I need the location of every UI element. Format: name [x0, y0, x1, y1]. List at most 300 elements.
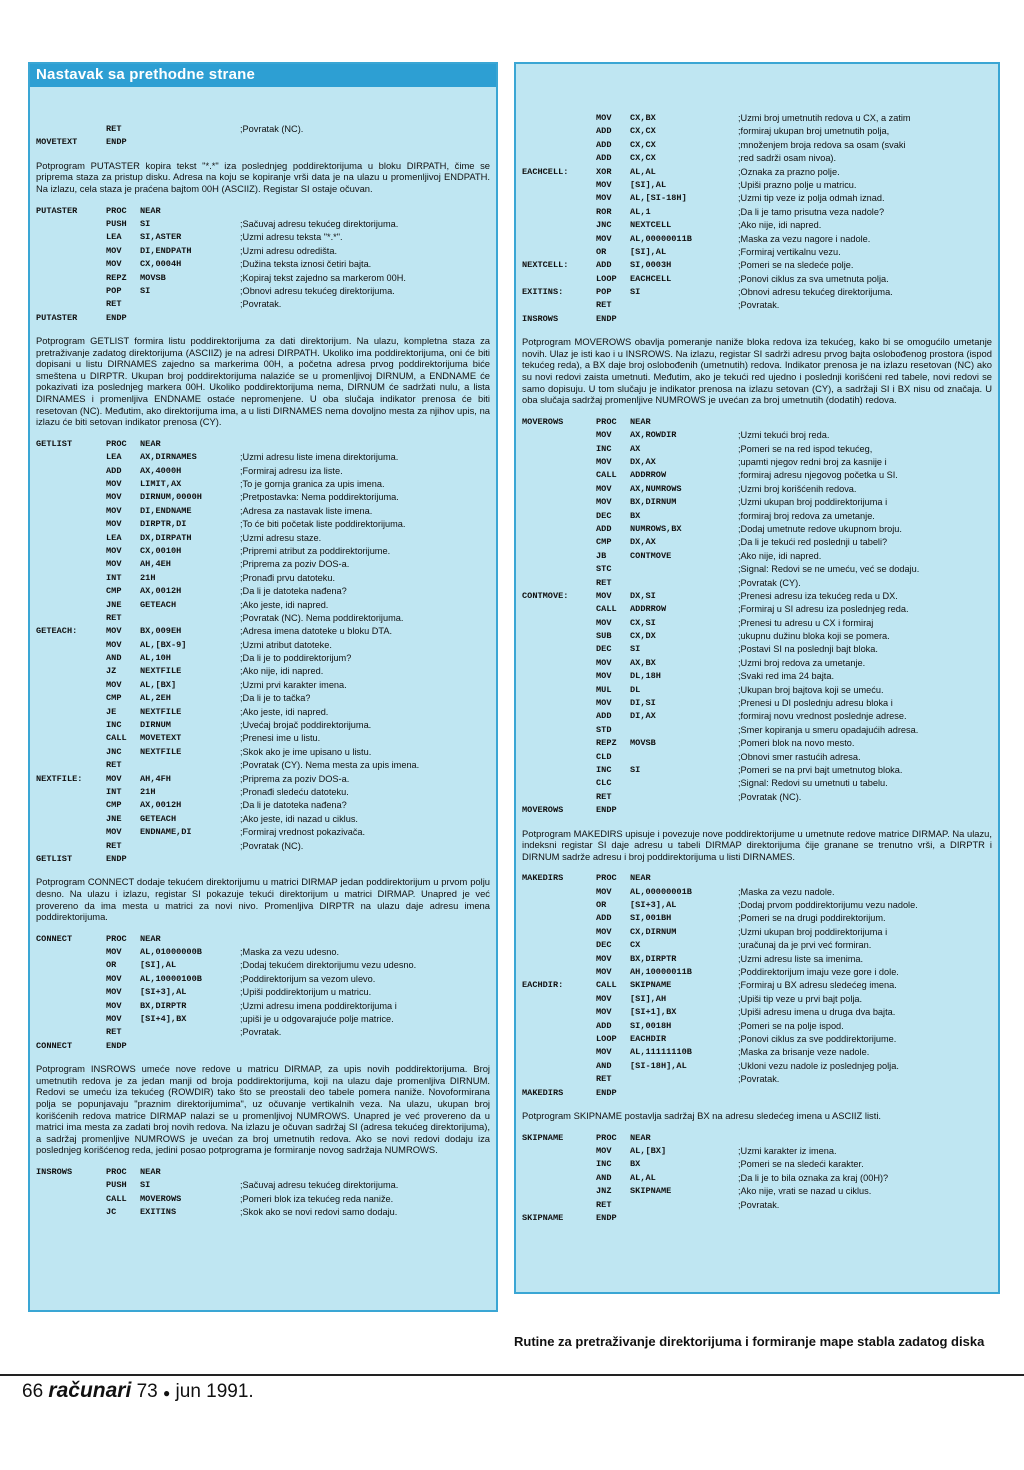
- code-label: EXITINS:: [522, 287, 564, 298]
- code-label: [522, 751, 596, 764]
- code-line: [522, 1087, 992, 1100]
- code-mnemonic: RET: [106, 760, 122, 771]
- code-operands: AL,[BX-9]: [140, 639, 187, 650]
- code-line: [36, 1013, 490, 1026]
- code-comment: ;Pretpostavka: Nema poddirektorijuma.: [240, 492, 399, 503]
- code-mnemonic: ADD: [596, 139, 612, 150]
- code-mnemonic: ADD: [596, 1020, 612, 1031]
- code-line: [522, 764, 992, 777]
- code-mnemonic: STC: [596, 564, 612, 575]
- code-mnemonic: CALL: [596, 470, 617, 481]
- code-comment: ;Pomeri se na drugi poddirektorijum.: [738, 913, 886, 924]
- code-mnemonic: OR: [106, 960, 117, 971]
- code-label: EACHDIR:: [522, 980, 564, 991]
- code-label: [36, 545, 106, 558]
- code-comment: ;Povratak.: [738, 1074, 780, 1085]
- code-label: GETLIST: [36, 438, 73, 449]
- code-line: [522, 139, 992, 152]
- code-comment: ;Poddirektorijum sa vezom ulevo.: [240, 973, 376, 984]
- code-comment: ;Oznaka za prazno polje.: [738, 166, 840, 177]
- code-mnemonic: MOV: [596, 430, 612, 441]
- code-label: [522, 1046, 596, 1059]
- code-label: [36, 946, 106, 959]
- code-label: [522, 603, 596, 616]
- code-mnemonic: SUB: [596, 631, 612, 642]
- code-comment: ;Uzmi ukupan broj poddirektorijuma i: [738, 926, 888, 937]
- code-operands: [630, 791, 738, 804]
- code-line: [522, 643, 992, 656]
- code-operands: AL,01000000B: [140, 947, 202, 958]
- code-operands: [140, 298, 240, 311]
- code-label: [522, 912, 596, 925]
- code-mnemonic: CALL: [106, 733, 127, 744]
- code-operands: [630, 724, 738, 737]
- code-line: [36, 773, 490, 786]
- code-operands: AX,0012H: [140, 800, 182, 811]
- code-comment: ;formiraj novu vrednost poslednje adrese.: [738, 711, 907, 722]
- code-mnemonic: ENDP: [596, 313, 617, 324]
- code-mnemonic: JNC: [596, 220, 612, 231]
- left-column-content: [30, 123, 496, 1220]
- code-comment: ;Pomeri se na sledeće polje.: [738, 260, 854, 271]
- code-operands: NEAR: [140, 1166, 161, 1177]
- code-line: [36, 478, 490, 491]
- code-mnemonic: ADD: [596, 260, 612, 271]
- code-line: [522, 1073, 992, 1086]
- code-comment: ;Ako jeste, idi napred.: [240, 599, 329, 610]
- code-operands: ADDRROW: [630, 470, 667, 481]
- page-number: 66: [22, 1381, 44, 1402]
- code-label: [522, 764, 596, 777]
- code-operands: AL,00000001B: [630, 886, 692, 897]
- code-mnemonic: RET: [106, 124, 122, 134]
- code-comment: ;Povratak (NC). Nema poddirektorijuma.: [240, 612, 404, 623]
- code-mnemonic: AND: [596, 1172, 612, 1183]
- code-mnemonic: MOV: [106, 679, 122, 690]
- code-label: [522, 112, 596, 125]
- code-line: [36, 746, 490, 759]
- code-operands: AL,[BX]: [630, 1145, 667, 1156]
- code-operands: NEAR: [140, 933, 161, 944]
- code-label: [36, 813, 106, 826]
- code-label: [36, 973, 106, 986]
- code-operands: [630, 1212, 738, 1225]
- code-label: [36, 518, 106, 531]
- code-mnemonic: MOV: [106, 987, 122, 998]
- code-comment: ;Dodaj prvom poddirektorijumu vezu nadole.: [738, 900, 918, 911]
- right-listing-panel: [514, 62, 1000, 1294]
- code-comment: ;Ponovi ciklus za sve poddirektorijume.: [738, 1034, 897, 1044]
- code-mnemonic: INC: [596, 764, 612, 775]
- code-label: [522, 536, 596, 549]
- code-line: [36, 599, 490, 612]
- code-comment: ;Ako nije, idi napred.: [738, 220, 822, 231]
- code-operands: [140, 853, 240, 866]
- code-comment: ;Pomeri se na polje ispod.: [738, 1020, 844, 1031]
- code-label: [36, 478, 106, 491]
- code-label: [522, 1145, 596, 1158]
- code-mnemonic: MOV: [106, 479, 122, 489]
- code-mnemonic: PUSH: [106, 1180, 127, 1191]
- code-mnemonic: CALL: [106, 1193, 127, 1204]
- code-mnemonic: JZ: [106, 666, 117, 677]
- code-comment: ;Uzmi adresu liste imena direktorijuma.: [240, 452, 399, 463]
- code-operands: NEAR: [630, 873, 651, 884]
- code-operands: NEXTFILE: [140, 666, 182, 677]
- description-paragraph: Potprogram GETLIST formira listu poddirektorijuma za dati direktorijum. Na ulazu, kompletna staza za pretraživanje zadatog direktorijuma (ASCIIZ) je na adresi DIRPATH. Ukoliko ima poddirektorijuma, oni će biti dopisani u listu DIRNAMES zajedno sa markerima 00H, a početna adresa prvog poddirektorijuma biće smeštena u DIRPTR. Ukupan broj poddirektorijuma nalaziće se u promenljivoj DIRNUM, a ENDNAME će pokazivati iza poslednjeg markera 00H. Ukoliko poddirektorijuma nema, DIRNUM će sadržati nulu, a lista DIRNAMES i promenljiva ENDNAME ostaće nepromenjene. U oba slučaja indikator prenosa će biti resetovan (NC). Međutim, ako direktorijuma ima, a u listi DIRNAMES nema dovoljno mesta za njihov upis, na izlazu će biti setovan indikator prenosa (CY).: [36, 335, 490, 428]
- code-operands: DI,AX: [630, 711, 656, 722]
- code-mnemonic: RET: [106, 612, 122, 623]
- code-operands: AH,4EH: [140, 559, 171, 570]
- code-operands: CX,SI: [630, 617, 656, 628]
- code-mnemonic: ADD: [106, 465, 122, 476]
- code-operands: AX,DIRNAMES: [140, 452, 197, 463]
- page-footer: [22, 1379, 254, 1403]
- code-comment: ;uračunaj da je prvi već formiran.: [738, 940, 872, 951]
- code-operands: AL,10000100B: [140, 973, 202, 984]
- code-line: [522, 206, 992, 219]
- code-label: [36, 572, 106, 585]
- code-comment: ;Dodaj tekućem direktorijumu vezu udesno.: [240, 960, 417, 971]
- code-line: [522, 550, 992, 563]
- code-label: [522, 139, 596, 152]
- code-label: [36, 272, 106, 285]
- code-comment: ;Dužina teksta iznosi četiri bajta.: [240, 259, 372, 270]
- code-operands: [630, 299, 738, 312]
- code-comment: ;Upiši prazno polje u matricu.: [738, 179, 857, 190]
- code-label: [522, 643, 596, 656]
- code-mnemonic: MOV: [596, 233, 612, 244]
- code-line: [36, 505, 490, 518]
- code-line: [522, 697, 992, 710]
- code-line: [36, 231, 490, 244]
- code-mnemonic: MOV: [596, 590, 612, 601]
- code-comment: ;množenjem broja redova sa osam (svaki: [738, 139, 906, 150]
- code-line: [522, 872, 992, 885]
- code-label: [522, 993, 596, 1006]
- code-line: [36, 1026, 490, 1039]
- code-label: [36, 491, 106, 504]
- code-operands: [630, 1087, 738, 1100]
- code-line: [522, 510, 992, 523]
- code-line: [522, 456, 992, 469]
- code-mnemonic: MOV: [596, 993, 612, 1004]
- description-paragraph: Potprogram MAKEDIRS upisuje i povezuje nove poddirektorijume u umetnute redove matrice DIRMAP. Na ulazu, indeksni registar SI daje adresu u tabeli DIRMAP direktorijuma čije granane se trenutno vrši, a DIRPTR i DIRNUM sadrže adresu i broj poddirektorijuma u listi DIRNAMES.: [522, 827, 992, 862]
- code-label: EACHCELL:: [522, 166, 569, 177]
- code-label: [522, 684, 596, 697]
- code-line: [36, 285, 490, 298]
- code-comment: ;Postavi SI na poslednji bajt bloka.: [738, 644, 878, 655]
- code-mnemonic: JNE: [106, 813, 122, 824]
- code-line: [36, 245, 490, 258]
- code-line: [522, 953, 992, 966]
- code-label: [522, 577, 596, 590]
- description-paragraph: Potprogram INSROWS umeće nove redove u matricu DIRMAP, za upis novih poddirektorijuma. Broj umetnutih redova je za jedan manji od broja poddirektorijuma, koji na ulazu daje promenljiva DIRNUM. Redovi se umeću iza tekućeg (ROWDIR) tako što se preostali deo tabele pomera naniže. Novoformirana polja se popunjavaju "praznim direktorijumima", uz očuvanje vertikalnih veza. Na ulazu, ukupan broj korišćenih redova matrice DIRMAP nalazi se u promenljivoj NUMROWS. Unapred je već provereno da u matrici ima mesta za zadati broj novih redova. Na izlazu je očuvan sadržaj SI (adresa tekućeg direktorijuma), a sadržaj promenljive NUMROWS je uvećan za broj umetnutih redova. Ako se novi redovi dodaju iza poslednjeg korišćenog reda, jedini posao potprograma je formiranje novog sadržaja NUMROWS.: [36, 1063, 490, 1156]
- code-operands: [140, 136, 240, 149]
- code-operands: SI,ASTER: [140, 232, 182, 243]
- code-line: [36, 625, 490, 638]
- code-comment: ;Da li je to tačka?: [240, 693, 311, 704]
- issue-date: jun 1991.: [175, 1381, 254, 1402]
- code-mnemonic: LEA: [106, 232, 122, 243]
- code-mnemonic: CMP: [106, 693, 122, 704]
- code-line: [522, 899, 992, 912]
- code-line: [522, 710, 992, 723]
- code-operands: [140, 1026, 240, 1039]
- code-mnemonic: MOV: [596, 657, 612, 668]
- code-label: [36, 652, 106, 665]
- code-line: [522, 804, 992, 817]
- code-comment: ;To je gornja granica za upis imena.: [240, 479, 385, 489]
- code-operands: SI: [630, 644, 641, 655]
- code-line: [36, 853, 490, 866]
- code-comment: ;Uzmi karakter iz imena.: [738, 1145, 837, 1156]
- code-comment: ;Povratak.: [738, 300, 780, 311]
- code-line: [522, 523, 992, 536]
- code-label: [36, 285, 106, 298]
- code-label: [522, 125, 596, 138]
- code-line: [36, 258, 490, 271]
- code-operands: [SI+3],AL: [140, 987, 187, 998]
- code-comment: ;Prenesi tu adresu u CX i formiraj: [738, 617, 874, 628]
- code-line: [36, 959, 490, 972]
- code-label: [522, 926, 596, 939]
- code-label: [36, 465, 106, 478]
- code-operands: AL,10H: [140, 653, 171, 664]
- code-label: [522, 496, 596, 509]
- code-operands: BX,DIRPTR: [140, 1000, 187, 1011]
- code-line: [522, 429, 992, 442]
- right-column-content: [516, 64, 998, 1225]
- code-line: [522, 286, 992, 299]
- left-listing-panel: [28, 62, 498, 1312]
- code-label: [36, 1013, 106, 1026]
- code-mnemonic: OR: [596, 246, 607, 257]
- code-label: [522, 966, 596, 979]
- code-comment: ;Ako nije, vrati se nazad u ciklus.: [738, 1186, 872, 1197]
- code-comment: ;Skok ako se novi redovi samo dodaju.: [240, 1207, 398, 1218]
- code-comment: ;Maska za vezu udesno.: [240, 947, 340, 958]
- code-label: [522, 1158, 596, 1171]
- code-operands: CX: [630, 940, 641, 951]
- code-mnemonic: MOV: [106, 505, 122, 516]
- code-operands: AL,11111110B: [630, 1047, 692, 1058]
- code-mnemonic: INC: [596, 1159, 612, 1170]
- code-line: [522, 630, 992, 643]
- code-mnemonic: MOV: [106, 947, 122, 958]
- code-mnemonic: CMP: [596, 537, 612, 548]
- code-label: [522, 233, 596, 246]
- code-mnemonic: CMP: [106, 800, 122, 811]
- code-line: [522, 737, 992, 750]
- continuation-banner: Nastavak sa prethodne strane: [28, 62, 498, 87]
- code-label: [36, 245, 106, 258]
- code-mnemonic: DEC: [596, 510, 612, 521]
- code-label: [36, 1206, 106, 1219]
- code-operands: SI: [140, 218, 151, 229]
- code-comment: ;Sačuvaj adresu tekućeg direktorijuma.: [240, 218, 399, 229]
- code-label: [522, 1060, 596, 1073]
- code-comment: ;Ako nije, idi napred.: [738, 550, 822, 561]
- code-comment: ;Formiraj vrednost pokazivača.: [240, 827, 366, 838]
- code-mnemonic: ADD: [596, 523, 612, 534]
- code-label: [522, 630, 596, 643]
- code-operands: BX: [630, 510, 641, 521]
- code-label: [522, 273, 596, 286]
- code-label: [522, 657, 596, 670]
- code-label: [36, 732, 106, 745]
- code-mnemonic: ENDP: [106, 853, 127, 864]
- code-label: [36, 532, 106, 545]
- code-operands: [SI-18H],AL: [630, 1060, 687, 1071]
- code-operands: ENDNAME,DI: [140, 827, 192, 838]
- code-label: [522, 724, 596, 737]
- code-comment: ;Pomeri blok iza tekućeg reda naniže.: [240, 1193, 394, 1204]
- code-line: [522, 299, 992, 312]
- code-operands: SI: [140, 285, 151, 296]
- code-label: [36, 585, 106, 598]
- code-mnemonic: MOV: [106, 559, 122, 570]
- code-line: [522, 791, 992, 804]
- code-operands: MOVSB: [140, 272, 166, 283]
- code-mnemonic: MOV: [596, 886, 612, 897]
- code-comment: ;Da li je tekući red poslednji u tabeli?: [738, 537, 888, 548]
- code-operands: EACHDIR: [630, 1034, 667, 1044]
- code-line: [36, 558, 490, 571]
- code-comment: ;To će biti početak liste poddirektorijuma.: [240, 519, 406, 530]
- code-comment: ;formiraj adresu njegovog početka u SI.: [738, 470, 898, 481]
- code-mnemonic: ENDP: [106, 137, 127, 148]
- code-line: [522, 246, 992, 259]
- code-comment: ;Ukloni vezu nadole iz poslednjeg polja.: [738, 1060, 899, 1071]
- code-comment: ;Uzmi adresu liste sa imenima.: [738, 953, 864, 964]
- code-mnemonic: LEA: [106, 452, 122, 463]
- code-line: [36, 312, 490, 325]
- code-line: [522, 416, 992, 429]
- code-label: [522, 670, 596, 683]
- code-mnemonic: RET: [596, 1074, 612, 1085]
- code-label: [522, 737, 596, 750]
- code-mnemonic: MOV: [596, 456, 612, 467]
- code-operands: SI: [630, 764, 641, 775]
- code-mnemonic: ENDP: [106, 312, 127, 323]
- code-mnemonic: LOOP: [596, 1034, 617, 1044]
- code-label: [522, 510, 596, 523]
- code-label: [522, 777, 596, 790]
- code-listing: [522, 416, 992, 818]
- code-comment: ;Prenesi u DI poslednju adresu bloka i: [738, 698, 893, 709]
- code-comment: ;Formiraj vertikalnu vezu.: [738, 246, 841, 257]
- code-label: [522, 1199, 596, 1212]
- code-line: [522, 777, 992, 790]
- code-comment: ;Formiraj adresu iza liste.: [240, 465, 343, 476]
- code-operands: DIRNUM: [140, 720, 171, 731]
- code-operands: CX,CX: [630, 139, 656, 150]
- code-operands: SKIPNAME: [630, 1186, 672, 1197]
- code-line: [36, 465, 490, 478]
- code-comment: ;Ako jeste, idi nazad u ciklus.: [240, 813, 358, 824]
- code-operands: LIMIT,AX: [140, 479, 182, 489]
- code-mnemonic: RET: [596, 1199, 612, 1210]
- code-operands: NEXTFILE: [140, 746, 182, 757]
- code-operands: [630, 563, 738, 576]
- code-line: [522, 152, 992, 165]
- code-line: [36, 652, 490, 665]
- code-mnemonic: CALL: [596, 604, 617, 615]
- code-label: MOVETEXT: [36, 137, 78, 148]
- code-mnemonic: JNE: [106, 599, 122, 610]
- footer-bullet: ●: [163, 1386, 171, 1400]
- description-paragraph: Potprogram MOVEROWS obavlja pomeranje naniže bloka redova iza tekućeg, kako bi se omogućilo umetanje novih. Ulaz je isti kao i u INSROWS. Na izlazu, registar SI sadrži adresu prvog bajta oslobođenog prostora (ispod tekućeg reda), a BX daje broj oslobođenih (umetnutih) redova. Indikator prenosa je na izlazu resetovan (NC) ako su novi redovi zaista umetnuti. Međutim, ako je tekući red ujedno i poslednji korišćeni red tabele, novi redovi se samo dopisuju. U tom slučaju je indikator prenosa na izlazu setovan (CY), a sadržaji SI i BX nisu od značaja. U oba slučaja sadržaj promenljive NUMROWS je uvećan za broj umetnutih (dodatih) redova.: [522, 336, 992, 406]
- code-mnemonic: AND: [596, 1060, 612, 1071]
- code-comment: ;Da li je tamo prisutna veza nadole?: [738, 206, 885, 217]
- code-operands: AL,[SI-18H]: [630, 193, 687, 204]
- code-label: [36, 692, 106, 705]
- code-line: [522, 536, 992, 549]
- code-operands: [SI],AL: [630, 246, 667, 257]
- code-mnemonic: MOV: [106, 827, 122, 838]
- code-operands: CX,0010H: [140, 545, 182, 556]
- code-line: [522, 577, 992, 590]
- code-line: [36, 1000, 490, 1013]
- code-line: [522, 993, 992, 1006]
- code-mnemonic: CMP: [106, 586, 122, 597]
- code-comment: ;Smer kopiranja u smeru opadajućih adresa.: [738, 724, 919, 735]
- code-mnemonic: MOV: [106, 245, 122, 256]
- code-line: [36, 933, 490, 946]
- code-mnemonic: STD: [596, 724, 612, 735]
- code-mnemonic: LOOP: [596, 273, 617, 284]
- code-operands: AX: [630, 443, 641, 454]
- code-label: [36, 759, 106, 772]
- code-label: [36, 665, 106, 678]
- code-operands: MOVEROWS: [140, 1193, 182, 1204]
- code-mnemonic: OR: [596, 900, 607, 911]
- code-mnemonic: MOV: [596, 953, 612, 964]
- code-line: [36, 840, 490, 853]
- code-operands: DI,ENDPATH: [140, 245, 192, 256]
- code-operands: CX,CX: [630, 126, 656, 137]
- code-line: [36, 813, 490, 826]
- code-comment: ;Signal: Redovi su umetnuti u tabelu.: [738, 778, 888, 789]
- code-label: NEXTCELL:: [522, 260, 569, 271]
- code-label: [36, 799, 106, 812]
- code-operands: 21H: [140, 786, 156, 797]
- code-operands: [630, 804, 738, 817]
- code-operands: [630, 577, 738, 590]
- code-line: [36, 679, 490, 692]
- code-label: GETLIST: [36, 853, 73, 864]
- code-operands: AL,00000011B: [630, 233, 692, 244]
- code-mnemonic: MOV: [596, 1047, 612, 1058]
- code-mnemonic: ADD: [596, 153, 612, 164]
- code-label: [522, 1020, 596, 1033]
- code-comment: ;Uzmi broj umetnutih redova u CX, a zatim: [738, 113, 911, 123]
- code-line: [36, 532, 490, 545]
- code-line: [36, 518, 490, 531]
- code-mnemonic: RET: [596, 791, 612, 802]
- code-operands: [SI+4],BX: [140, 1014, 187, 1025]
- code-mnemonic: PROC: [596, 416, 617, 427]
- code-mnemonic: ENDP: [596, 1087, 617, 1098]
- code-line: [522, 979, 992, 992]
- code-operands: [630, 751, 738, 764]
- code-mnemonic: INC: [596, 443, 612, 454]
- code-label: [36, 298, 106, 311]
- code-comment: ;Povratak (NC).: [240, 124, 304, 134]
- code-mnemonic: RET: [106, 299, 122, 310]
- code-label: MOVEROWS: [522, 805, 564, 816]
